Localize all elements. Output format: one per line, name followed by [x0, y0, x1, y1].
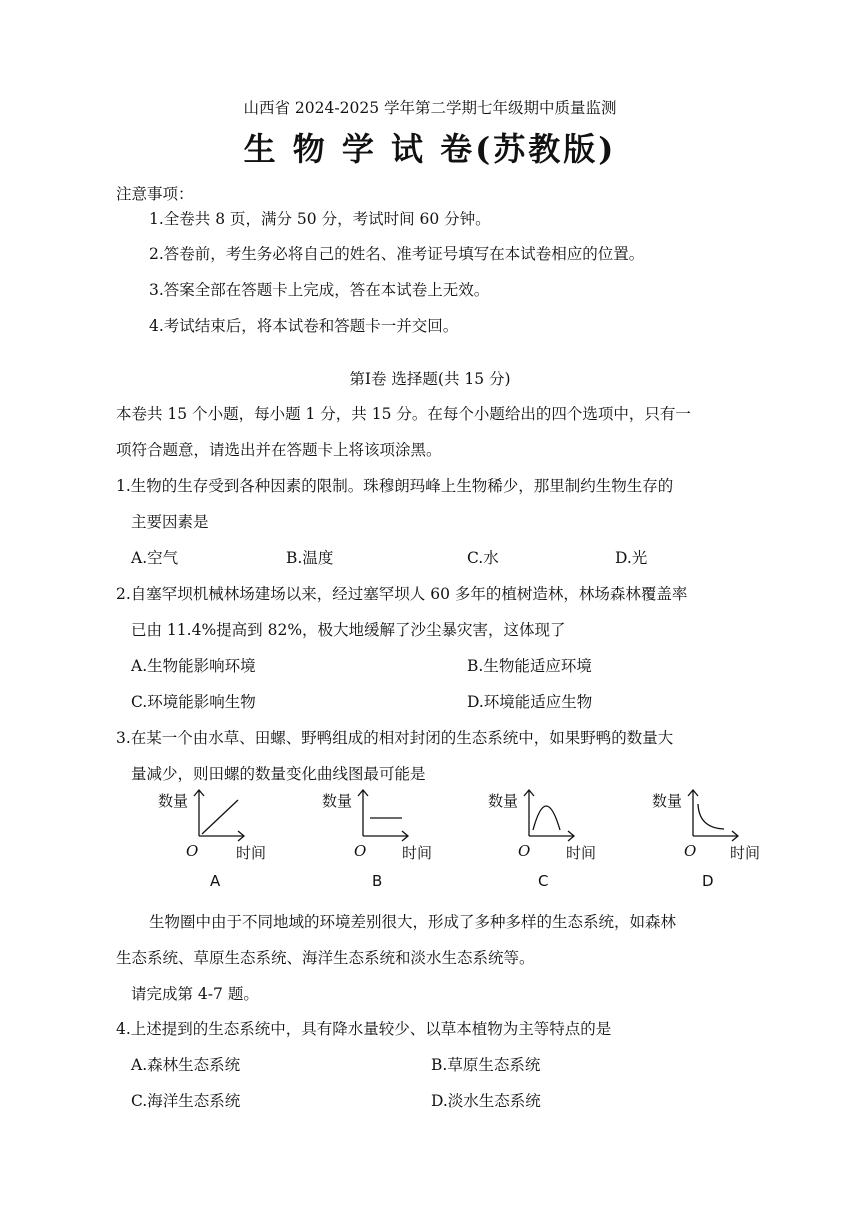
graph-a-xlabel: 时间	[236, 844, 267, 862]
q4-option-d: D.淡水生态系统	[431, 1092, 541, 1110]
graph-c	[488, 788, 608, 892]
passage-line3: 请完成第 4-7 题。	[131, 985, 259, 1003]
graph-c-curve	[533, 806, 560, 830]
q2-option-b: B.生物能适应环境	[467, 657, 592, 675]
q3-stem-line2: 量减少，则田螺的数量变化曲线图最可能是	[131, 765, 426, 783]
q2-option-c: C.环境能影响生物	[131, 693, 256, 711]
graph-c-label: C	[538, 872, 549, 890]
graph-c-xlabel: 时间	[566, 844, 597, 862]
notice-heading: 注意事项：	[116, 185, 194, 203]
graph-d-curve	[698, 804, 724, 829]
graph-b-ylabel: 数量	[322, 792, 353, 810]
q3-stem-line1: 3.在某一个由水草、田螺、野鸭组成的相对封闭的生态系统中，如果野鸭的数量大	[116, 729, 674, 747]
graph-b-axes	[322, 788, 442, 848]
notice-item-1: 1.全卷共 8 页，满分 50 分，考试时间 60 分钟。	[149, 210, 491, 228]
graph-b-xlabel: 时间	[402, 844, 433, 862]
exam-title: 生 物 学 试 卷(苏教版)	[243, 130, 617, 168]
exam-subtitle: 山西省 2024-2025 学年第二学期七年级期中质量监测	[243, 99, 617, 117]
passage-line2: 生态系统、草原生态系统、海洋生态系统和淡水生态系统等。	[116, 949, 535, 967]
graph-a-label: A	[210, 872, 221, 890]
q1-option-d: D.光	[615, 549, 648, 567]
q4-option-a: A.森林生态系统	[131, 1056, 241, 1074]
graph-d	[652, 788, 772, 892]
graph-c-ylabel: 数量	[488, 792, 519, 810]
q2-option-d: D.环境能适应生物	[467, 693, 593, 711]
graph-d-label: D	[702, 872, 714, 890]
notice-item-2: 2.答卷前，考生务必将自己的姓名、准考证号填写在本试卷相应的位置。	[149, 245, 645, 263]
graph-a	[158, 788, 278, 892]
q1-stem-line1: 1.生物的生存受到各种因素的限制。珠穆朗玛峰上生物稀少，那里制约生物生存的	[116, 477, 674, 495]
graph-a-axes	[158, 788, 278, 848]
graph-d-axes	[652, 788, 772, 848]
passage-line1: 生物圈中由于不同地域的环境差别很大，形成了多种多样的生态系统，如森林	[149, 913, 677, 931]
graph-b-label: B	[372, 872, 383, 890]
q4-option-b: B.草原生态系统	[431, 1056, 541, 1074]
graph-d-ylabel: 数量	[652, 792, 683, 810]
q2-option-a: A.生物能影响环境	[131, 657, 256, 675]
notice-item-4: 4.考试结束后，将本试卷和答题卡一并交回。	[149, 317, 459, 335]
q1-option-c: C.水	[467, 549, 499, 567]
graph-a-origin: O	[186, 842, 199, 860]
section-intro-line2: 项符合题意，请选出并在答题卡上将该项涂黑。	[116, 441, 442, 459]
section-title: 第Ⅰ卷 选择题(共 15 分)	[349, 370, 511, 388]
graph-d-xlabel: 时间	[730, 844, 761, 862]
graph-a-curve	[202, 800, 238, 834]
section-intro-line1: 本卷共 15 个小题，每小题 1 分，共 15 分。在每个小题给出的四个选项中，只有一	[116, 405, 691, 423]
graph-d-origin: O	[684, 842, 697, 860]
q4-option-c: C.海洋生态系统	[131, 1092, 241, 1110]
graph-c-axes	[488, 788, 608, 848]
q2-stem-line2: 已由 11.4%提高到 82%，极大地缓解了沙尘暴灾害，这体现了	[131, 621, 566, 639]
q4-stem: 4.上述提到的生态系统中，具有降水量较少、以草本植物为主等特点的是	[116, 1020, 612, 1038]
graph-c-origin: O	[518, 842, 531, 860]
graph-b	[322, 788, 442, 892]
q1-option-b: B.温度	[286, 549, 334, 567]
notice-item-3: 3.答案全部在答题卡上完成，答在本试卷上无效。	[149, 281, 490, 299]
q2-stem-line1: 2.自塞罕坝机械林场建场以来，经过塞罕坝人 60 多年的植树造林，林场森林覆盖率	[116, 585, 688, 603]
graph-b-origin: O	[354, 842, 367, 860]
graph-a-ylabel: 数量	[158, 792, 189, 810]
q1-option-a: A.空气	[131, 549, 179, 567]
q1-stem-line2: 主要因素是	[131, 513, 209, 531]
